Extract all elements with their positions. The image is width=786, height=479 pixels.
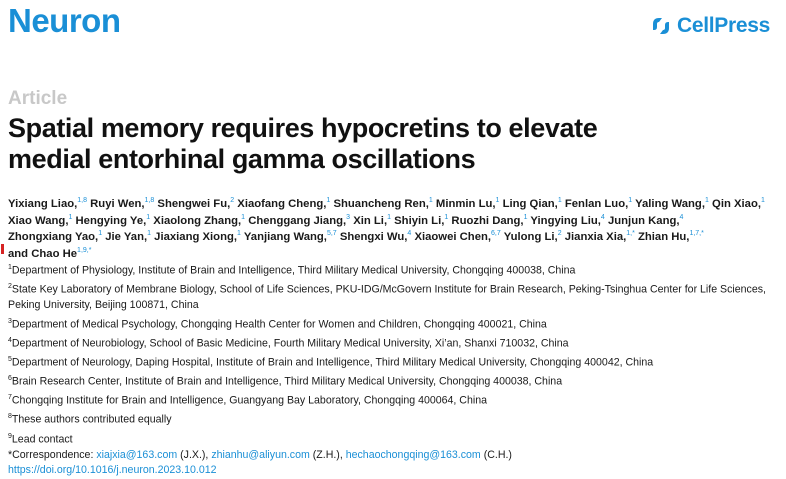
author-affiliation-sup: 1 [387,213,391,221]
author-name-text: Minmin Lu, [435,197,496,210]
author-affiliation-sup: 2 [230,197,235,204]
author-name-text: Yanjiang Wang, [243,231,327,244]
doi-link[interactable]: https://doi.org/10.1016/j.neuron.2023.10.012 [8,464,217,477]
affiliation-number: 9 [8,432,12,440]
author-name-text: Fenlan Luo, [564,197,629,210]
author-name-text: Shengxi Wu, [339,231,408,244]
author-affiliation-sup: 1 [761,197,765,204]
author-name-text: Xin Li, [353,214,388,227]
publisher-logo[interactable] [650,14,770,38]
affiliation-number: 7 [8,394,12,402]
author-affiliation-sup: 1 [241,213,246,221]
author-name-text: Junjun Kang, [607,214,680,227]
author-name-text: and Chao He [8,248,78,261]
author-affiliation-sup: 2 [557,230,562,238]
title-line: Spatial memory requires hypocretins to elevate [8,113,598,143]
affiliation-text: Brain Research Center, Institute of Brain and Intelligence, Third Military Medical University, Chongqing 400038, China [11,375,563,388]
affiliation-text: Department of Neurobiology, School of Basic Medicine, Fourth Military Medical University, Xi’an, Shanxi 710032, China [11,337,569,350]
affiliation-item [8,314,780,333]
author-affiliation-sup: 1 [704,197,709,204]
affiliation-number: 5 [8,356,12,364]
author-affiliation-sup: 1 [428,197,433,204]
author-name[interactable] [608,215,683,227]
margin-marker [1,244,4,254]
author-name[interactable] [8,231,102,243]
author-name-text: Shiyin Li, [394,214,445,227]
author-name-text: Ruozhi Dang, [451,214,524,227]
correspondence-line [8,448,780,464]
affiliation-text: Department of Neurology, Daping Hospital, Institute of Brain and Intelligence, Third Military Medical University, Chongqing 400042, China [11,356,654,369]
correspondence-label: *Correspondence: [8,448,97,461]
author-name[interactable] [712,198,765,210]
author-affiliation-sup: 4 [600,213,605,221]
article-title [8,113,778,175]
author-name[interactable] [394,215,448,227]
author-name-text: Xiaolong Zhang, [153,214,242,227]
affiliation-item [8,409,780,428]
correspondence-email-link[interactable]: xiajxia@163.com [96,448,178,461]
affiliation-item [8,260,780,279]
author-name[interactable] [90,198,154,210]
affiliation-item [8,352,780,371]
author-name[interactable] [244,231,337,243]
author-name[interactable] [340,231,411,243]
affiliation-text: Department of Physiology, Institute of Brain and Intelligence, Third Military Medical University, Chongqing 400038, China [11,264,576,277]
author-name-text: Yulong Li, [503,231,558,244]
author-name[interactable] [333,198,432,210]
affiliation-text: These authors contributed equally [11,414,172,426]
author-name[interactable] [530,215,604,227]
author-name-text: Yixiang Liao, [8,197,78,210]
author-name[interactable] [154,231,241,243]
author-name-text: Xiao Wang, [8,214,69,227]
author-affiliation-sup: 1 [444,213,449,221]
author-name[interactable] [436,198,500,210]
author-affiliation-sup: 3 [346,213,351,221]
affiliation-item [8,333,780,352]
author-affiliation-sup: 1,8 [77,197,87,204]
affiliation-text: State Key Laboratory of Membrane Biology, School of Life Sciences, PKU-IDG/McGovern Institute for Brain Research, Peking-Tsinghua Center for Life Sciences, Peking University, Beijing 100871, China [8,283,766,312]
correspondence-initials: (J.X.), [177,448,212,461]
author-affiliation-sup: 1 [495,197,500,204]
author-name[interactable] [8,248,91,260]
affiliation-number: 2 [8,283,12,291]
author-name[interactable] [105,231,151,243]
author-affiliation-sup: 1 [237,230,241,238]
author-name-text: Shuancheng Ren, [333,197,429,210]
author-list [8,194,780,261]
author-name-text: Qin Xiao, [712,197,761,210]
author-name-text: Jiaxiang Xiong, [154,231,238,244]
author-name-text: Ling Qian, [502,197,558,210]
author-name-text: Zhongxiang Yao, [8,231,99,244]
author-affiliation-sup: 1 [147,230,152,238]
correspondence-email-link[interactable]: zhianhu@aliyun.com [211,448,310,461]
author-affiliation-sup: 4 [407,230,412,238]
correspondence-email-link[interactable]: hechaochongqing@163.com [345,448,481,461]
author-affiliation-sup: 1 [146,213,151,221]
affiliation-number: 4 [8,336,12,344]
author-name-text: Jie Yan, [105,231,148,244]
author-name[interactable] [503,198,562,210]
author-name[interactable] [248,215,350,227]
author-name-text: Xiaowei Chen, [414,231,492,244]
author-name[interactable] [451,215,527,227]
correspondence-initials: (Z.H.), [309,448,346,461]
correspondence-initials: (C.H.) [480,448,512,461]
author-name-text: Yingying Liu, [530,214,601,227]
author-affiliation-sup: 1 [557,197,562,204]
author-name-text: Yaling Wang, [635,197,705,210]
affiliation-text: Lead contact [11,433,73,446]
author-name-text: Ruyi Wen, [90,197,145,210]
author-affiliation-sup: 1,* [626,230,635,238]
publisher-name: CellPress [676,14,770,37]
affiliation-item [8,371,780,390]
author-affiliation-sup: 1,7,* [689,230,704,238]
author-affiliation-sup: 1 [326,197,331,204]
affiliation-item [8,390,780,409]
author-name[interactable] [8,198,87,210]
title-line: medial entorhinal gamma oscillations [8,144,476,174]
author-affiliation-sup: 5,7 [326,230,337,238]
author-name[interactable] [504,231,562,243]
affiliation-list [8,260,780,479]
author-affiliation-sup: 1,9,* [77,247,92,255]
author-name[interactable] [353,215,391,227]
author-name[interactable] [76,215,151,227]
cellpress-logo-icon [650,15,672,37]
affiliation-number: 3 [8,317,12,325]
article-type-label: Article [8,88,68,109]
author-name[interactable] [157,198,234,210]
author-name[interactable] [638,231,704,243]
author-affiliation-sup: 1 [628,197,633,204]
author-name-text: Hengying Ye, [75,214,147,227]
author-name[interactable] [8,215,72,227]
author-affiliation-sup: 1 [523,213,528,221]
author-affiliation-sup: 6,7 [491,230,501,238]
author-name[interactable] [237,198,330,210]
affiliation-text: Chongqing Institute for Brain and Intelligence, Guangyang Bay Laboratory, Chongqing 400064, China [11,394,487,407]
author-affiliation-sup: 1 [98,230,103,238]
author-name[interactable] [153,215,245,227]
journal-name: Neuron [8,2,121,39]
affiliation-number: 8 [8,413,12,421]
author-name-text: Zhian Hu, [637,231,690,244]
author-name[interactable] [414,231,500,243]
author-name[interactable] [565,198,632,210]
affiliation-item [8,429,780,448]
author-affiliation-sup: 4 [679,213,684,221]
author-name-text: Chenggang Jiang, [248,214,347,227]
author-name-text: Jianxia Xia, [564,231,627,244]
affiliation-number: 1 [8,264,12,271]
author-affiliation-sup: 1 [68,213,73,221]
author-name-text: Xiaofang Cheng, [237,197,327,210]
author-affiliation-sup: 1,8 [144,197,155,204]
author-name[interactable] [635,198,709,210]
affiliation-text: Department of Medical Psychology, Chongqing Health Center for Women and Children, Chongqing 400021, China [11,318,547,331]
affiliation-number: 6 [8,375,12,383]
author-name[interactable] [565,231,635,243]
author-name-text: Shengwei Fu, [157,197,231,210]
affiliation-item [8,279,780,314]
